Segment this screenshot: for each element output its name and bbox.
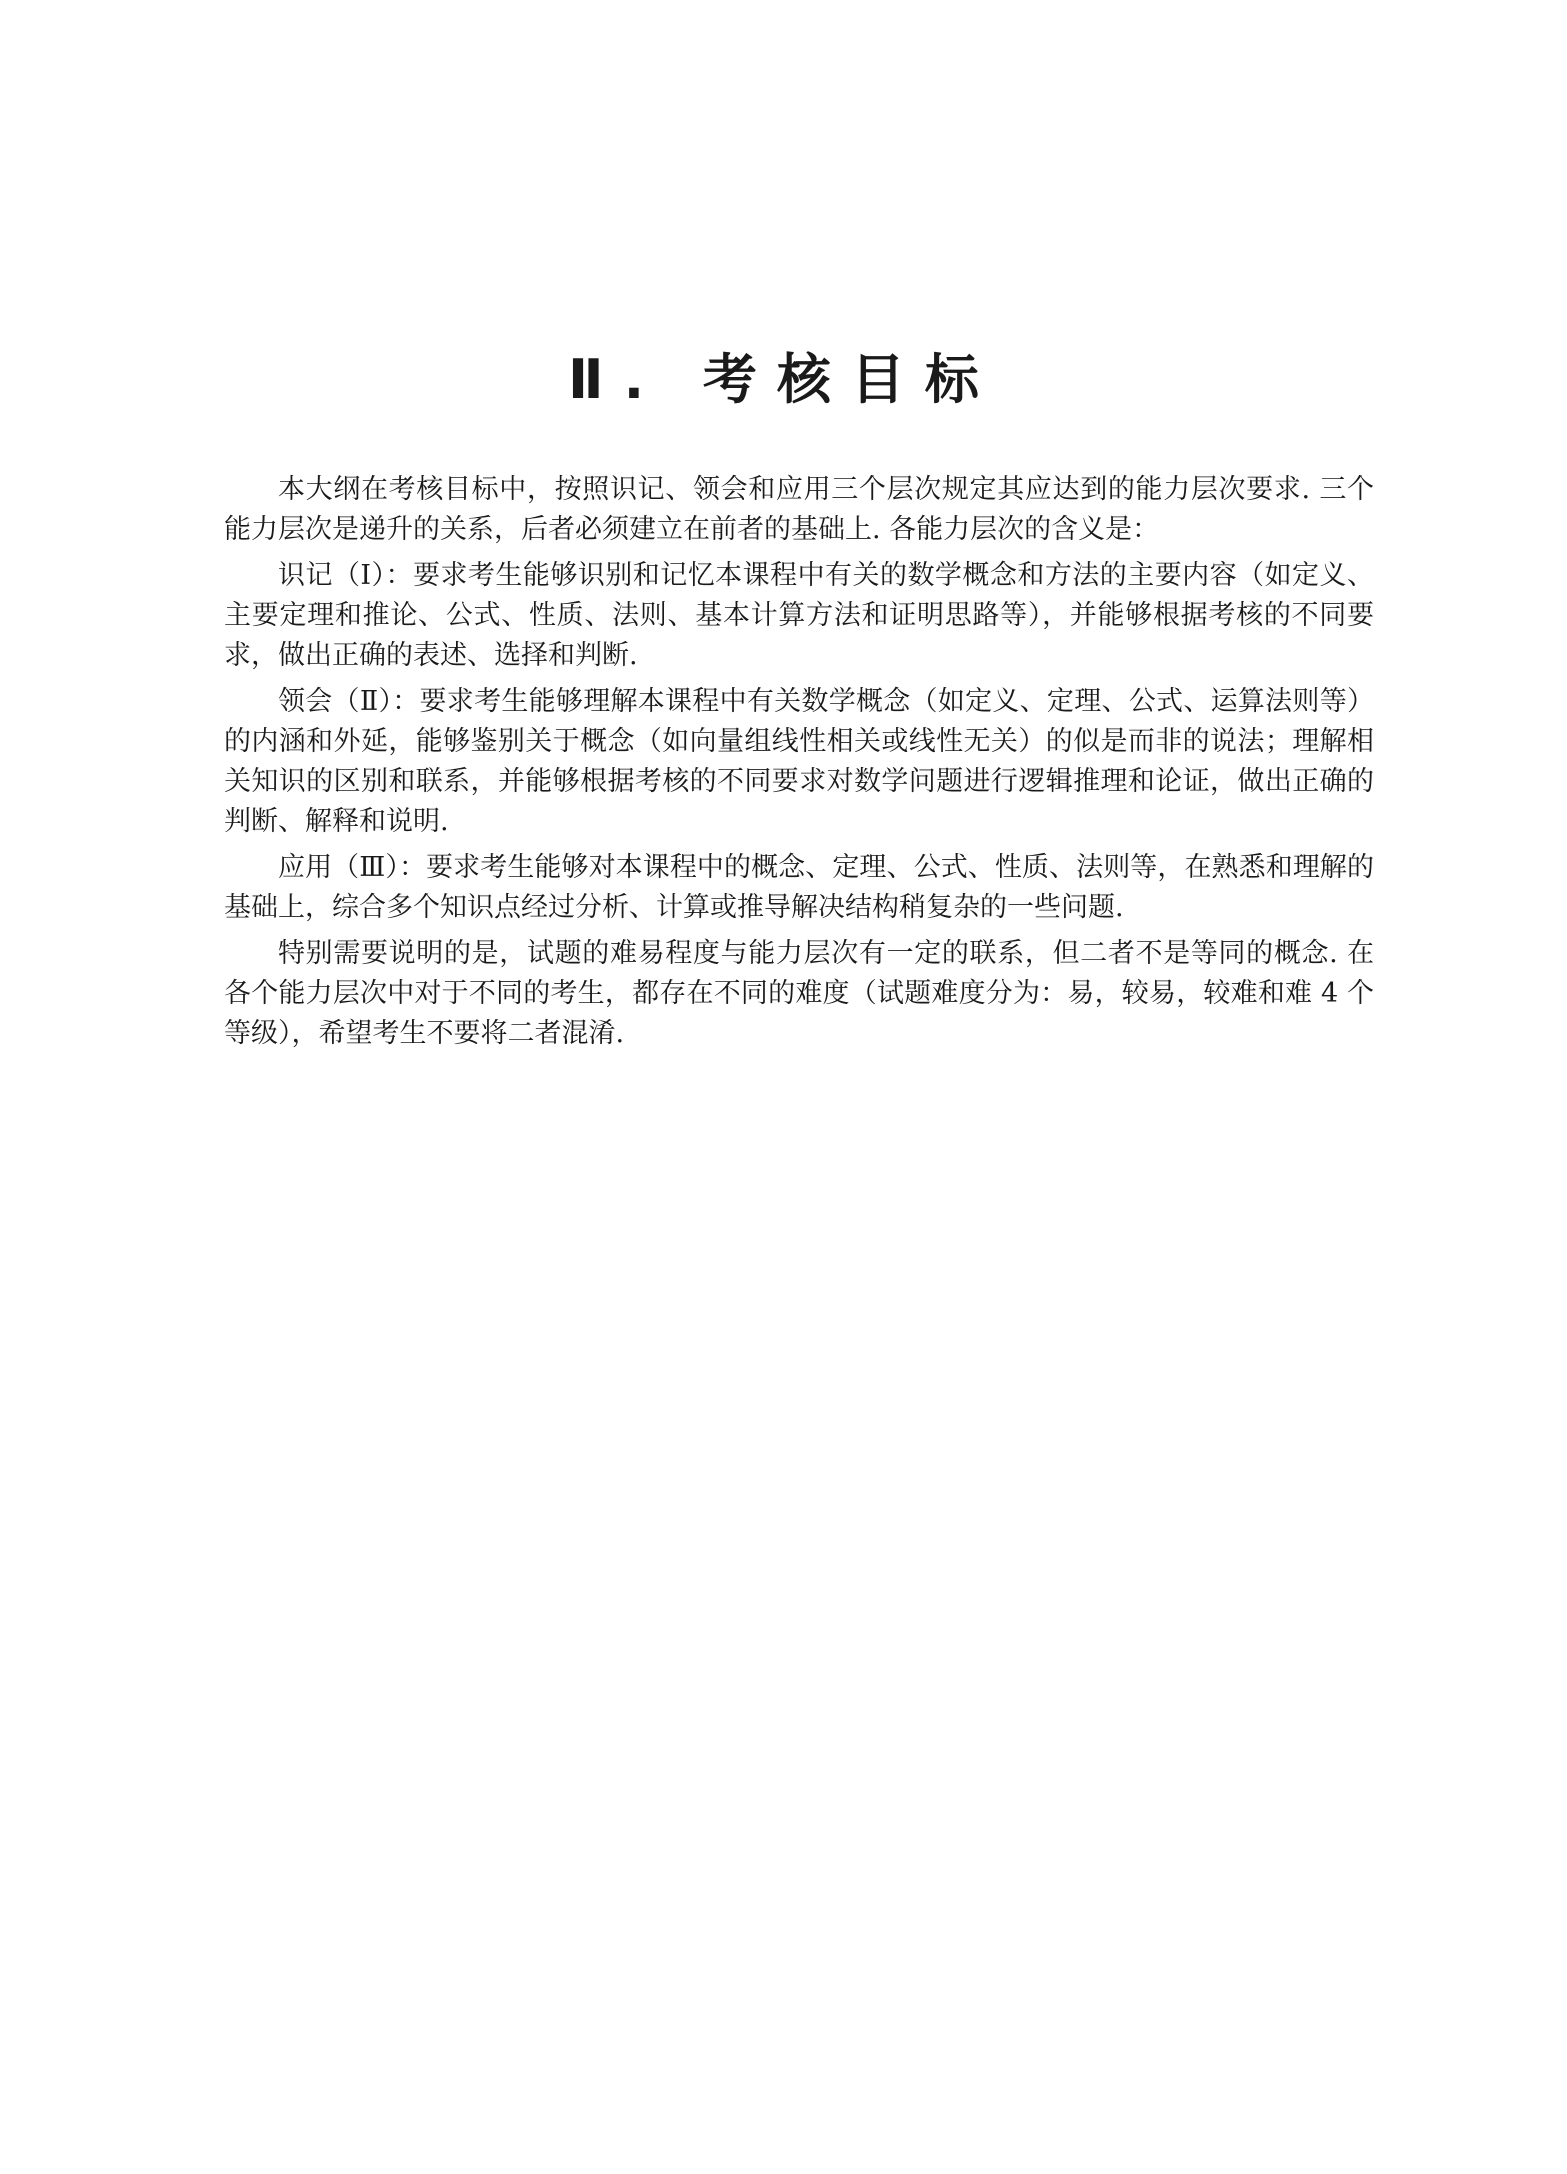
body-text: [224, 470, 1374, 1060]
paragraph-recall: 识记（Ⅰ）：要求考生能够识别和记忆本课程中有关的数学概念和方法的主要内容（如定义、主要定理和推论、公式、性质、法则、基本计算方法和证明思路等），并能够根据考核的不同要求，做出正确的表述、选择和判断.: [224, 560, 1374, 671]
paragraph-intro: 本大纲在考核目标中，按照识记、领会和应用三个层次规定其应达到的能力层次要求. 三个能力层次是递升的关系，后者必须建立在前者的基础上. 各能力层次的含义是：: [224, 474, 1374, 545]
paragraph-application: 应用（Ⅲ）：要求考生能够对本课程中的概念、定理、公式、性质、法则等，在熟悉和理解的基础上，综合多个知识点经过分析、计算或推导解决结构稍复杂的一些问题.: [224, 852, 1374, 923]
paragraph-note: 特别需要说明的是，试题的难易程度与能力层次有一定的联系，但二者不是等同的概念. 在各个能力层次中对于不同的考生，都存在不同的难度（试题难度分为：易，较易，较难和难 4 个等级），希望考生不要将二者混淆.: [224, 938, 1374, 1049]
paragraph-comprehension: 领会（Ⅱ）：要求考生能够理解本课程中有关数学概念（如定义、定理、公式、运算法则等）的内涵和外延，能够鉴别关于概念（如向量组线性相关或线性无关）的似是而非的说法；理解相关知识的区别和联系，并能够根据考核的不同要求对数学问题进行逻辑推理和论证，做出正确的判断、解释和说明.: [224, 686, 1374, 837]
section-title: Ⅱ. 考核目标: [568, 348, 999, 411]
